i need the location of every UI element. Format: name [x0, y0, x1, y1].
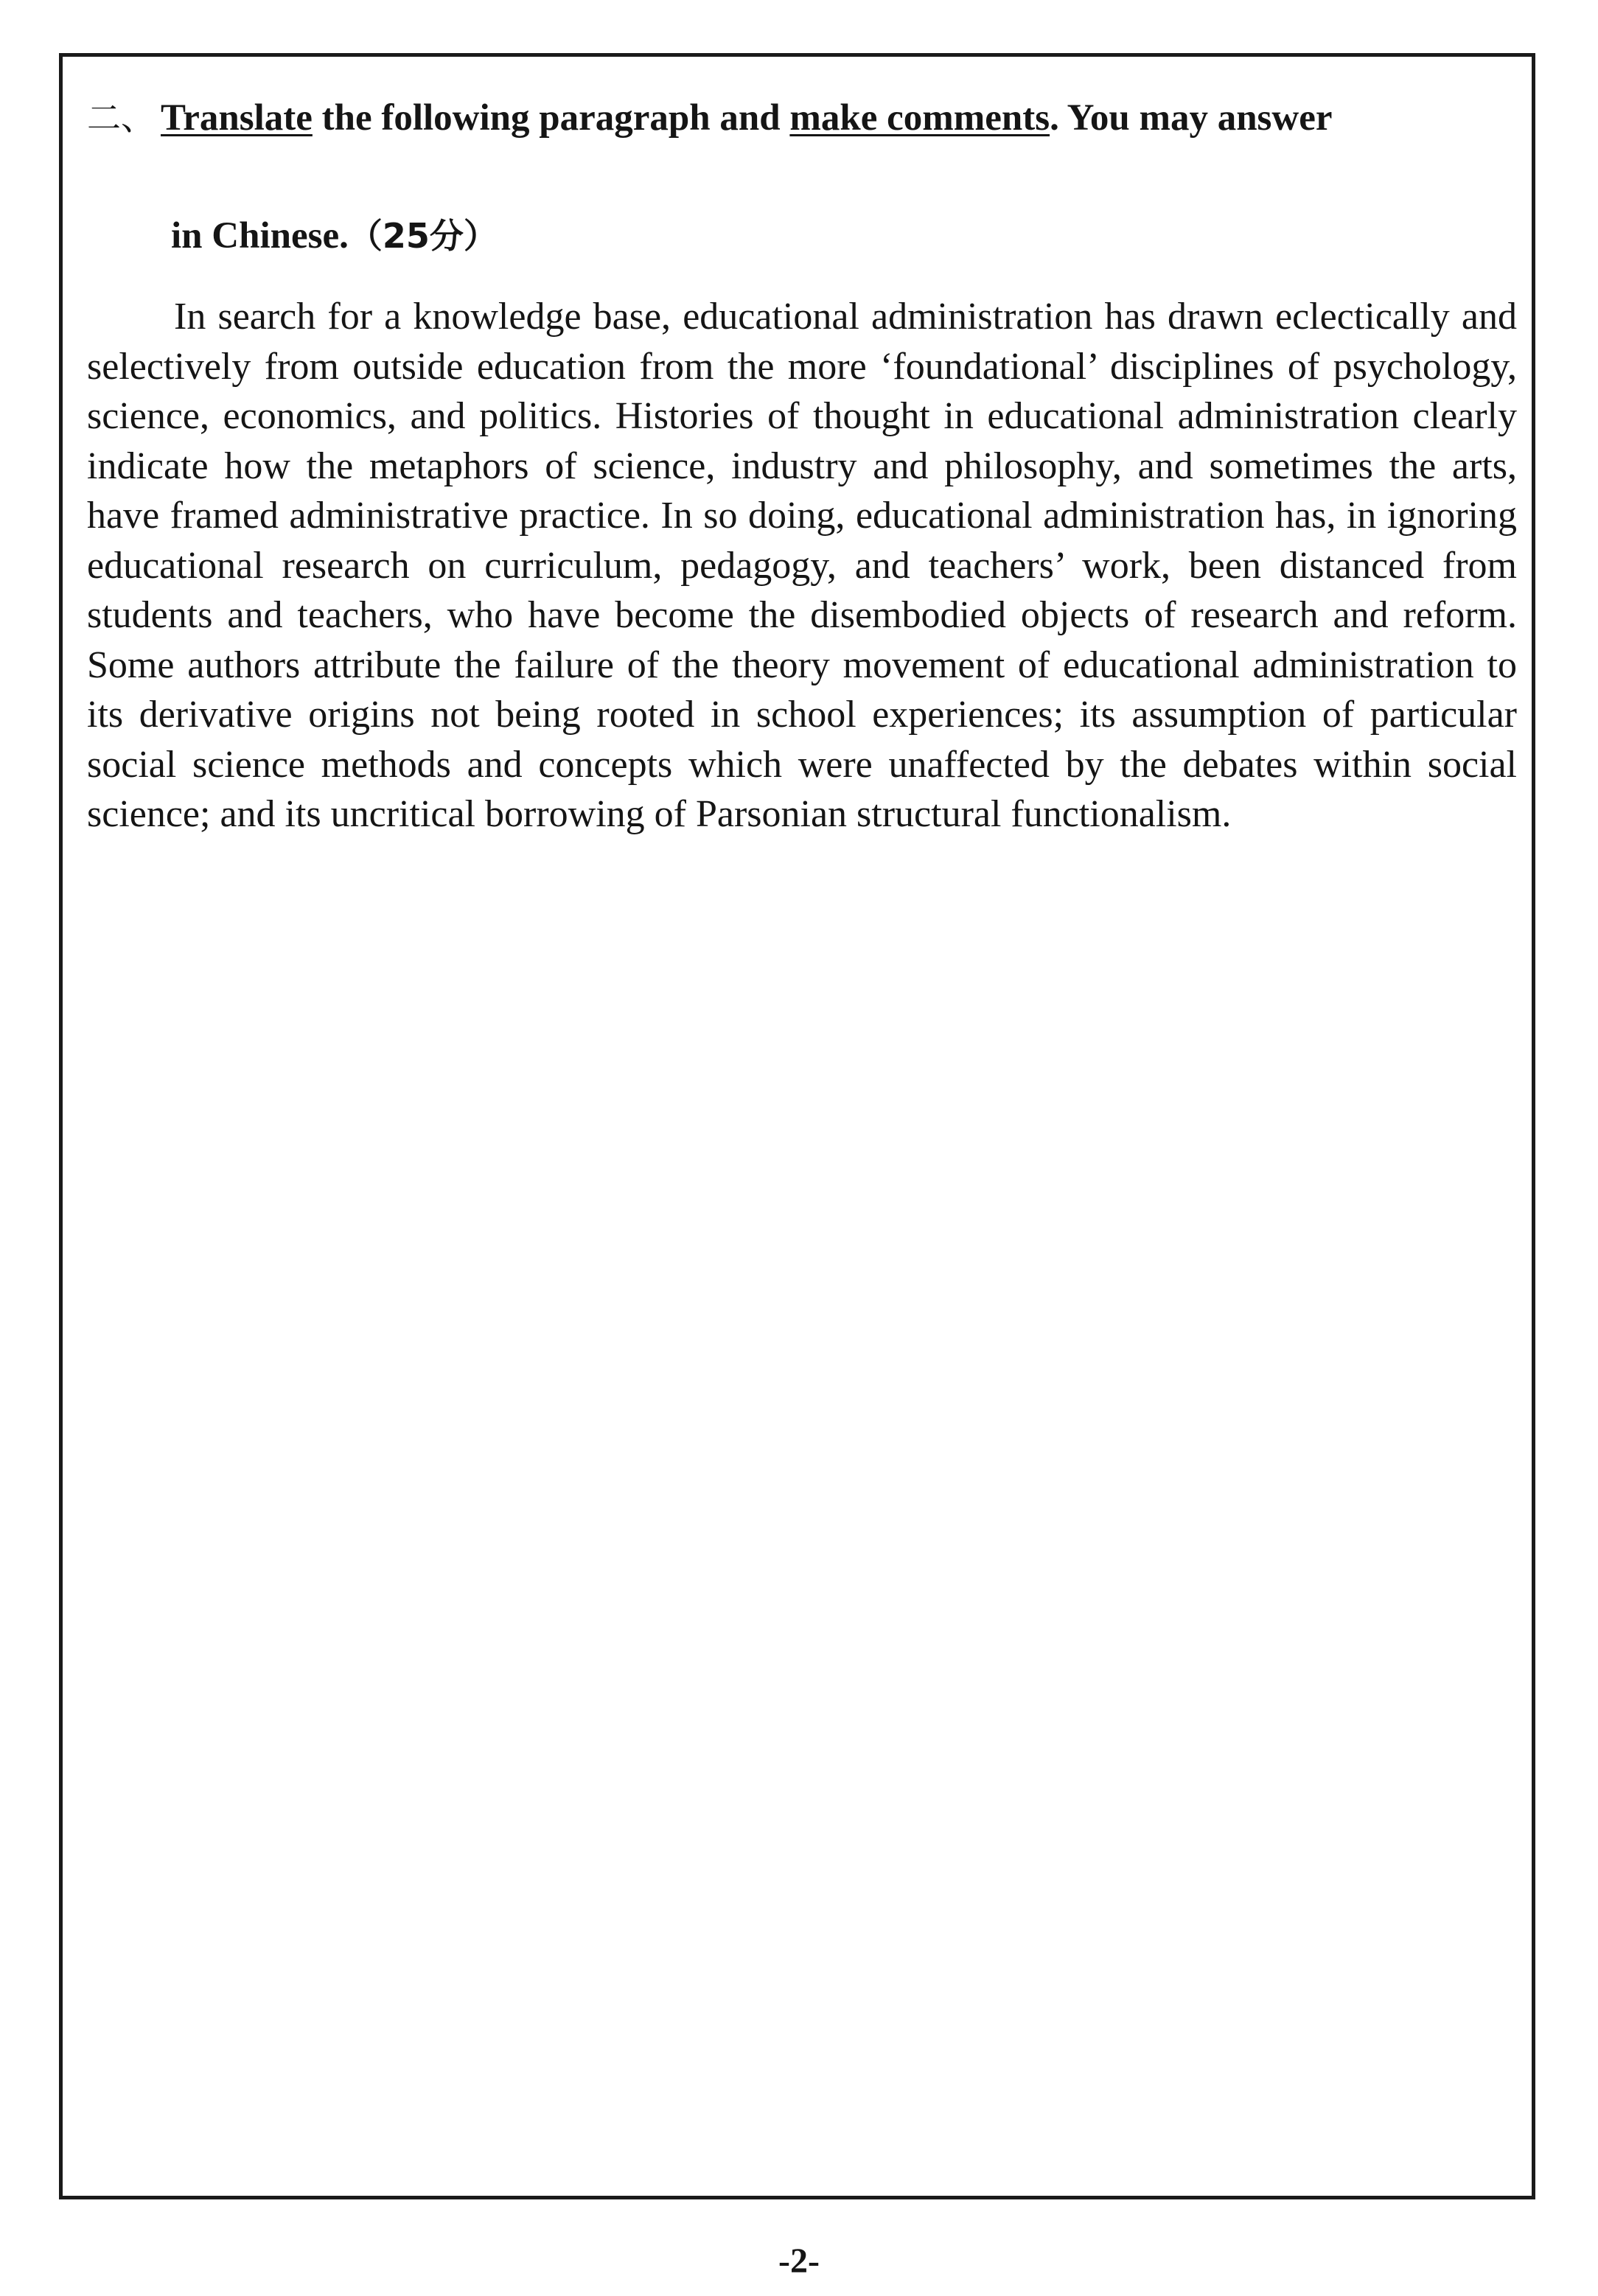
instruction-make-comments: make comments: [789, 97, 1050, 139]
question-points: （25分）: [348, 216, 498, 256]
passage-text: In search for a knowledge base, educational administration has drawn eclectically and selectively from outside education from the more ‘foundational’ disciplines of psychology, science, economics, and politics. Histories of thought in educational administration clearly indicate how the metaphors of science, industry and philosophy, and sometimes the arts, have framed administrative practice. In so doing, educational administration has, in ignoring educational research on curriculum, pedagogy, and teachers’ work, been distanced from students and teachers, who have become the disembodied objects of research and reform. Some authors attribute the failure of the theory movement of educational administration to its derivative origins not being rooted in school experiences; its assumption of particular social science methods and concepts which were unaffected by the debates within social science; and its uncritical borrowing of Parsonian structural functionalism.: [87, 296, 1517, 835]
question-heading: [87, 94, 1517, 142]
question-heading-line2: [171, 212, 498, 259]
instruction-end: . You may answer: [1050, 97, 1333, 139]
question-number: 二、: [87, 98, 155, 138]
instruction-language: in Chinese.: [171, 215, 349, 257]
instruction-middle: the following paragraph and: [312, 97, 790, 139]
instruction-translate: Translate: [161, 97, 313, 139]
page-number: -2-: [778, 2241, 820, 2281]
